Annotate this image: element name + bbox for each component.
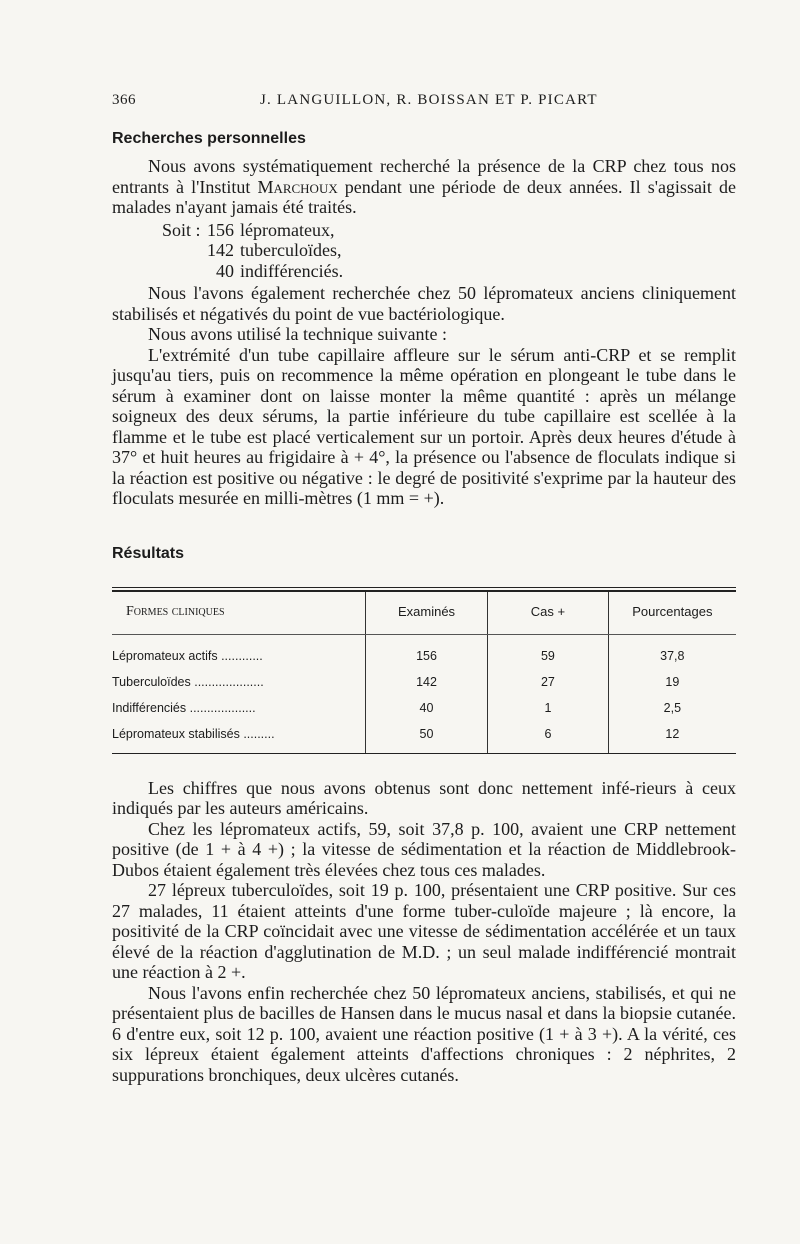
column-header-pourcentages: Pourcentages xyxy=(608,592,736,635)
page xyxy=(112,92,736,1085)
column-header-formes: Formes cliniques xyxy=(112,592,365,635)
cell-cases: 6 xyxy=(488,721,609,753)
paragraph: L'extrémité d'un tube capillaire affleure sur le sérum anti-CRP et se remplit jusqu'au tiers, puis on recommence la même opération en plongeant le tube dans le sérum à examiner dont on laisse monter la même quantité : après un mélange soigneux des deux sérums, la partie inférieure du tube capillaire est scellée à la flamme et le tube est placé verticalement sur un portoir. Après deux heures d'étude à 37° et huit heures au frigidaire à + 4°, la présence ou l'absence de floculats indique si la réaction est positive ou négative : le degré de positivité s'exprime par la hauteur des floculats mesurée en milli-mètres (1 mm = +). xyxy=(112,344,736,508)
paragraph: Nous avons utilisé la technique suivante : xyxy=(148,324,447,344)
paragraph: Nous l'avons enfin recherchée chez 50 lépromateux anciens, stabilisés, et qui ne présentaient plus de bacilles de Hansen dans le mucus nasal et dans la biopsie cutanée. 6 d'entre eux, soit 12 p. 100, avaient une réaction positive (1 + à 3 +). A la vérité, ces six lépreux étaient également atteints d'affections chroniques : 2 néphrites, 2 suppurations bronchiques, deux ulcères cutanés. xyxy=(112,982,736,1085)
cell-cases: 1 xyxy=(488,695,609,721)
cell-examined: 156 xyxy=(365,634,487,669)
list-text: indifférenciés. xyxy=(240,260,344,281)
section-title-resultats: Résultats xyxy=(112,544,185,562)
paragraph: Nous l'avons également recherchée chez 50 lépromateux anciens cliniquement stabilisés et négativés du point de vue bactériologique. xyxy=(112,283,736,324)
row-label: Indifférenciés ................... xyxy=(112,695,365,721)
paragraph: Les chiffres que nous avons obtenus sont donc nettement infé-rieurs à ceux indiqués par les auteurs américains. xyxy=(112,777,736,818)
list-number: 156 xyxy=(207,219,234,240)
row-label: Tuberculoïdes .................... xyxy=(112,669,365,695)
table-top-rule xyxy=(112,587,736,588)
section-title-recherches: Recherches personnelles xyxy=(112,130,306,147)
cell-examined: 50 xyxy=(365,721,487,753)
list-number: 142 xyxy=(207,240,234,260)
running-header xyxy=(112,92,736,116)
row-label: Lépromateux actifs ............ xyxy=(112,634,365,669)
table-header-row xyxy=(112,592,736,635)
page-number: 366 xyxy=(112,92,136,108)
table-row xyxy=(112,669,736,695)
row-label: Lépromateux stabilisés ......... xyxy=(112,721,365,753)
table-row xyxy=(112,695,736,721)
patient-count-list xyxy=(112,220,736,282)
paragraph xyxy=(112,156,736,218)
list-number: 40 xyxy=(216,260,234,281)
cell-examined: 142 xyxy=(365,669,487,695)
cell-examined: 40 xyxy=(365,695,487,721)
running-header-authors: J. LANGUILLON, R. BOISSAN ET P. PICART xyxy=(260,92,598,108)
table-row xyxy=(112,721,736,753)
cell-cases: 59 xyxy=(488,634,609,669)
cell-percent: 2,5 xyxy=(663,700,682,715)
list-item xyxy=(112,240,736,261)
cell-percent: 12 xyxy=(665,726,680,741)
paragraph-text: pendant une période de deux années. Il s'agissait de malades n'ayant jamais été traités. xyxy=(112,176,736,217)
paragraph: Chez les lépromateux actifs, 59, soit 37,8 p. 100, avaient une CRP nettement positive (de 1 + à 4 +) ; la vitesse de sédimentation et la réaction de Middlebrook-Dubos étaient également très élevées chez tous ces malades. xyxy=(112,818,736,880)
paragraph-text: Nous avons systématiquement recherché la présence de la CRP chez tous nos entrants à l'Institut xyxy=(112,156,736,197)
cell-percent: 19 xyxy=(665,674,680,689)
cell-cases: 27 xyxy=(488,669,609,695)
list-prefix: Soit : xyxy=(162,219,201,240)
table-bottom-rule xyxy=(112,753,736,754)
list-text: lépromateux, xyxy=(240,219,335,240)
column-header-examines: Examinés xyxy=(365,592,487,635)
paragraph: 27 lépreux tuberculoïdes, soit 19 p. 100, présentaient une CRP positive. Sur ces 27 malades, 11 étaient atteints d'une forme tuber-culoïde majeure ; là encore, la positivité de la CRP coïncidait avec une vitesse de sédimentation accélérée et un taux élevé de la réaction d'agglutination de M.D. ; un seul malade indifférencié montrait une réaction à 2 +. xyxy=(112,880,736,982)
list-item xyxy=(112,220,736,241)
results-table xyxy=(112,587,736,754)
list-text: tuberculoïdes, xyxy=(240,240,342,260)
institute-name: Marchoux xyxy=(257,176,338,197)
cell-percent: 37,8 xyxy=(660,648,685,663)
results-text xyxy=(112,778,736,1086)
column-header-cas: Cas + xyxy=(488,592,609,635)
list-item xyxy=(112,261,736,282)
table-row xyxy=(112,634,736,669)
